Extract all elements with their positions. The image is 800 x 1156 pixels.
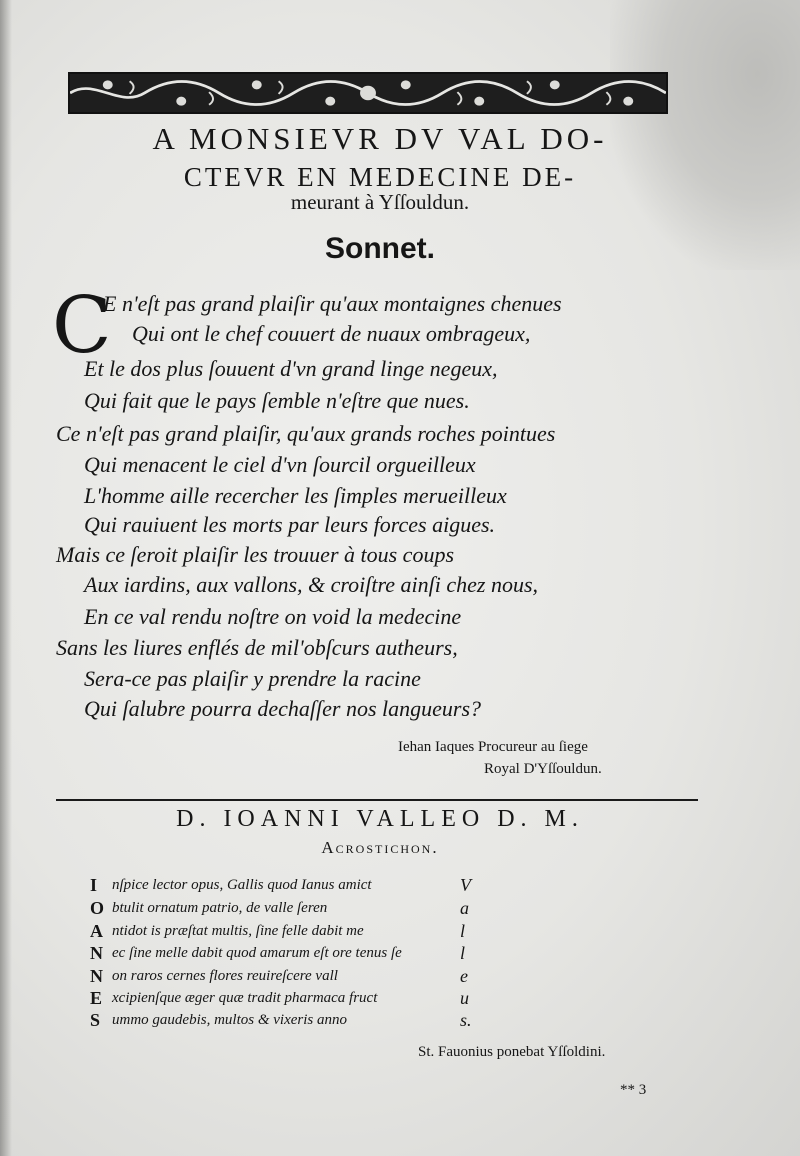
sonnet-line: Qui fait que le pays ſemble n'eſtre que nues. bbox=[84, 388, 470, 413]
sonnet-line: Et le dos plus ſouuent d'vn grand linge negeux, bbox=[84, 356, 498, 381]
acrostic-subtitle: Acrostichon. bbox=[321, 838, 439, 857]
sonnet-line: Qui ſalubre pourra dechaſſer nos langueurs? bbox=[84, 696, 481, 721]
sonnet-line: E n'eſt pas grand plaiſir qu'aux montaignes chenues bbox=[103, 291, 562, 316]
sonnet-line: Ce n'eſt pas grand plaiſir, qu'aux grands roches pointues bbox=[56, 421, 556, 446]
acrostic-initial: N bbox=[90, 966, 103, 986]
sonnet-line: Qui ont le chef couuert de nuaux ombrageux, bbox=[132, 321, 531, 346]
acrostic-title: D. IOANNI VALLEO D. M. bbox=[176, 806, 584, 832]
acrostic-line: ummo gaudebis, multos & vixeris anno bbox=[112, 1012, 347, 1028]
section-divider bbox=[56, 799, 698, 801]
page-signature-mark: ** 3 bbox=[620, 1082, 647, 1098]
acrostic-final-letter: e bbox=[460, 966, 468, 986]
acrostic-line: on raros cernes flores reuireſcere vall bbox=[112, 968, 338, 984]
sonnet-line: Aux iardins, aux vallons, & croiſtre ainſi chez nous, bbox=[84, 572, 539, 597]
acrostic-initial: S bbox=[90, 1010, 101, 1030]
printer-colophon: St. Fauonius ponebat Yſſoldini. bbox=[418, 1044, 606, 1060]
page-gutter-shadow bbox=[0, 0, 12, 1156]
sonnet-line: Sera-ce pas plaiſir y prendre la racine bbox=[84, 666, 421, 691]
ornamental-headpiece bbox=[68, 72, 668, 114]
acrostic-line: nſpice lector opus, Gallis quod Ianus amict bbox=[112, 877, 372, 893]
sonnet-signature-line-2: Royal D'Yſſouldun. bbox=[484, 761, 602, 777]
acrostic-line: btulit ornatum patrio, de valle ſeren bbox=[112, 900, 328, 916]
acrostic-line: ntidot is præſtat multis, ſine felle dabit me bbox=[112, 923, 364, 939]
sonnet-line: Mais ce ſeroit plaiſir les trouuer à tous coups bbox=[56, 542, 455, 567]
sonnet-heading: Sonnet. bbox=[325, 232, 435, 265]
headpiece-vine-icon bbox=[70, 74, 666, 112]
acrostic-initial: O bbox=[90, 898, 105, 918]
acrostic-final-letter: l bbox=[460, 943, 466, 963]
dedication-line-2: CTEVR EN MEDECINE DE- bbox=[183, 162, 577, 192]
dedication-line-1: A MONSIEVR DV VAL DO- bbox=[152, 121, 608, 156]
sonnet-dropcap: C bbox=[52, 281, 112, 371]
dedication-line-3: meurant à Yſſouldun. bbox=[290, 190, 470, 214]
sonnet-line: En ce val rendu noſtre on void la medecine bbox=[84, 604, 462, 629]
acrostic-initial: A bbox=[90, 921, 103, 941]
acrostic-initial: N bbox=[90, 943, 103, 963]
acrostic-initial: I bbox=[90, 875, 98, 895]
sonnet-line: L'homme aille recercher les ſimples merueilleux bbox=[84, 483, 507, 508]
acrostic-line: xcipienſque æger quæ tradit pharmaca fruct bbox=[112, 990, 378, 1006]
sonnet-signature-line-1: Iehan Iaques Procureur au ſiege bbox=[398, 739, 588, 755]
acrostic-line: ec ſine melle dabit quod amarum eſt ore tenus ſe bbox=[112, 945, 402, 961]
sonnet-line: Qui menacent le ciel d'vn ſourcil orgueilleux bbox=[84, 452, 476, 477]
acrostic-final-letter: s. bbox=[460, 1010, 472, 1030]
acrostic-final-letter: u bbox=[460, 988, 469, 1008]
acrostic-final-letter: l bbox=[460, 921, 466, 941]
sonnet-line: Sans les liures enflés de mil'obſcurs autheurs, bbox=[56, 635, 458, 660]
sonnet-line: Qui rauiuent les morts par leurs forces aigues. bbox=[84, 512, 496, 537]
acrostic-final-letter: a bbox=[460, 898, 469, 918]
acrostic-final-letter: V bbox=[460, 875, 471, 895]
acrostic-initial: E bbox=[90, 988, 103, 1008]
